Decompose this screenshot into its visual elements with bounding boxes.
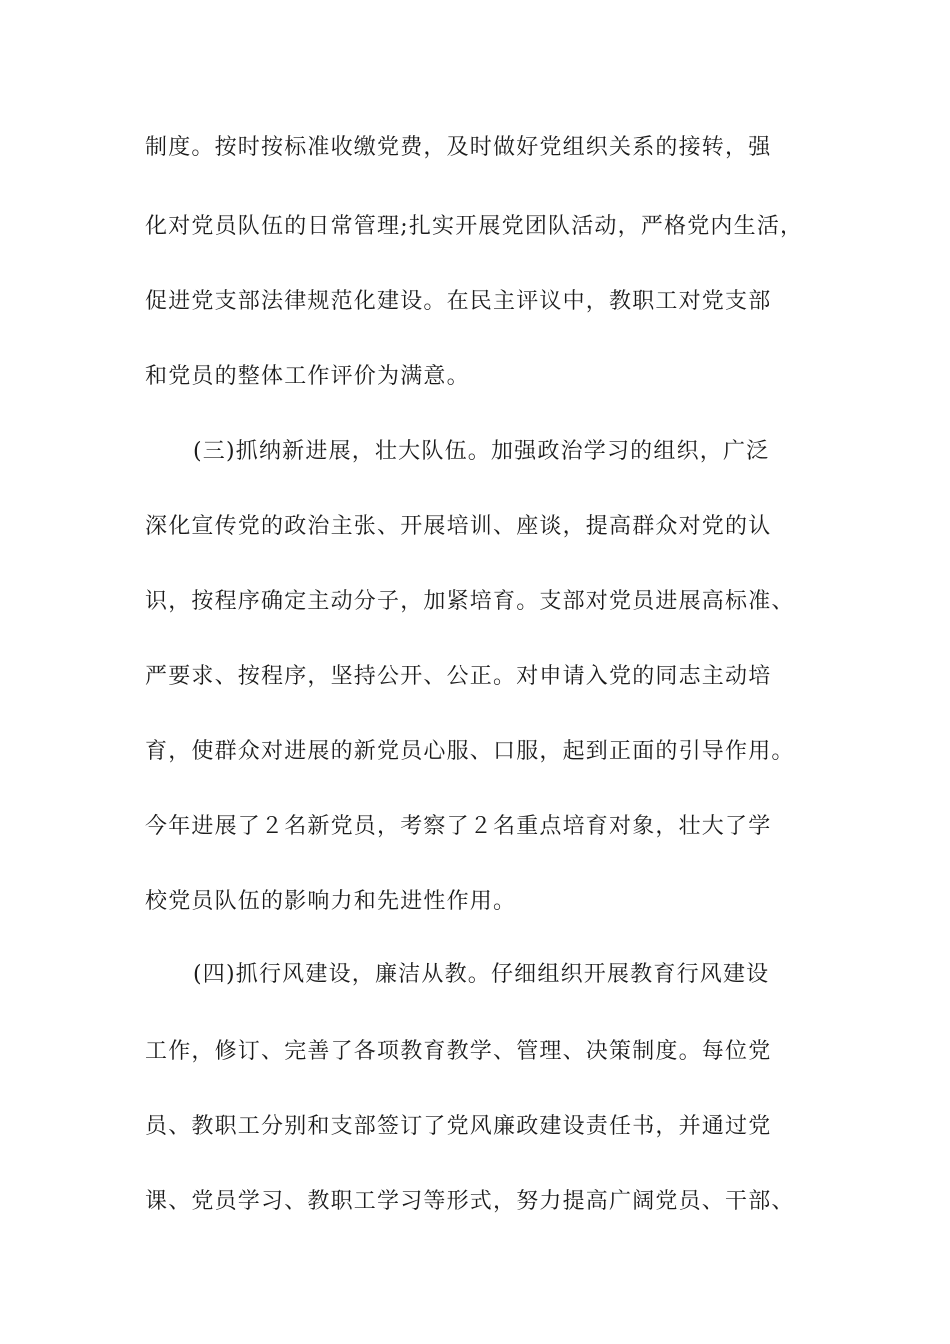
text-line: 促进党支部法律规范化建设。在民主评议中，教职工对党支部: [145, 289, 772, 314]
text-line: 严要求、按程序，坚持公开、公正。对申请入党的同志主动培: [145, 664, 772, 689]
text-line: 制度。按时按标准收缴党费，及时做好党组织关系的接转，强: [145, 135, 772, 160]
text-line: (三)抓纳新进展，壮大队伍。加强政治学习的组织，广泛: [193, 439, 770, 464]
text-line: 育，使群众对进展的新党员心服、口服，起到正面的引导作用。: [145, 739, 795, 764]
text-line: 识，按程序确定主动分子，加紧培育。支部对党员进展高标准、: [145, 589, 795, 614]
text-line: 和党员的整体工作评价为满意。: [145, 364, 470, 389]
text-line: 校党员队伍的影响力和先进性作用。: [145, 889, 517, 914]
text-line: 今年进展了２名新党员，考察了２名重点培育对象，壮大了学: [145, 814, 772, 839]
text-line: 工作，修订、完善了各项教育教学、管理、决策制度。每位党: [145, 1039, 772, 1064]
text-line: (四)抓行风建设，廉洁从教。仔细组织开展教育行风建设: [193, 962, 770, 987]
text-line: 化对党员队伍的日常管理;扎实开展党团队活动，严格党内生活，: [145, 214, 804, 239]
text-line: 深化宣传党的政治主张、开展培训、座谈，提高群众对党的认: [145, 514, 772, 539]
text-line: 员、教职工分别和支部签订了党风廉政建设责任书，并通过党: [145, 1114, 772, 1139]
text-line: 课、党员学习、教职工学习等形式，努力提高广阔党员、干部、: [145, 1189, 795, 1214]
